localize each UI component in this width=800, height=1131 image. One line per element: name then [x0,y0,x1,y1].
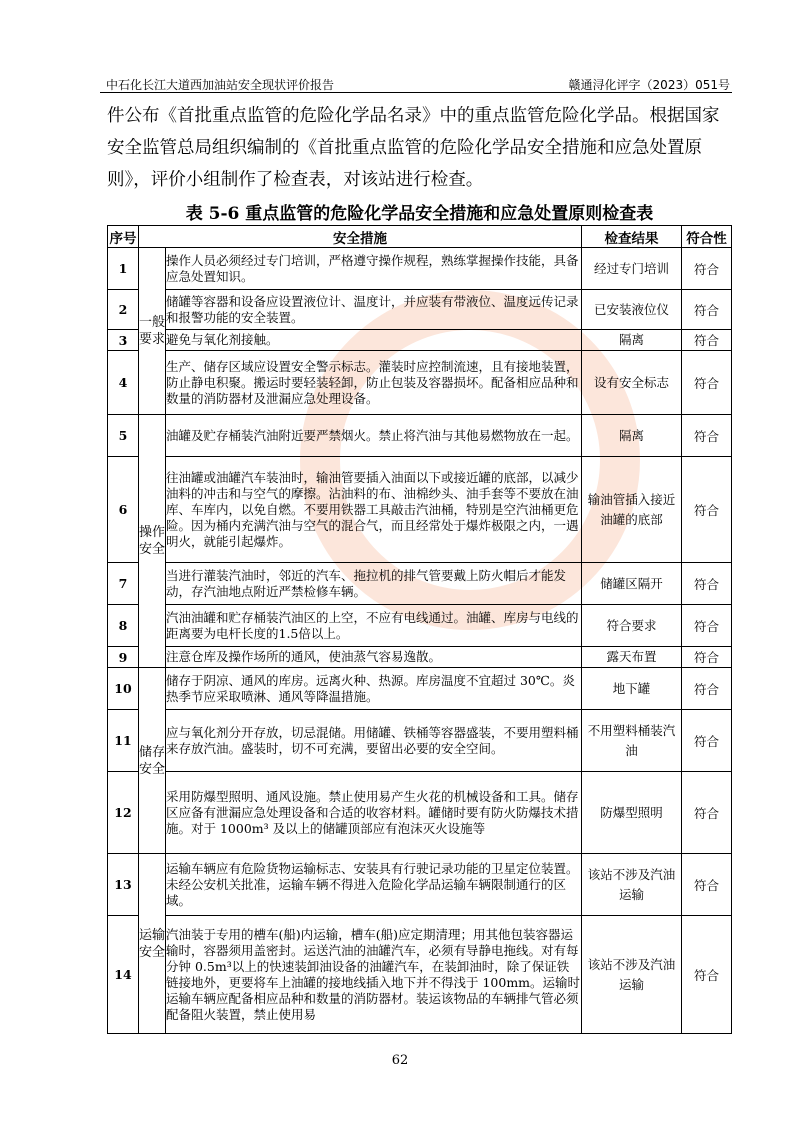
row-conformity: 符合 [682,457,732,563]
table-row [108,457,732,563]
checklist-table [107,225,732,1034]
table-row [108,605,732,647]
row-no: 14 [108,916,139,1034]
row-measure: 生产、储存区域应设置安全警示标志。灌装时应控制流速，且有接地装置，防止静电积聚。搬运时要轻装轻卸，防止包装及容器损坏。配备相应品种和数量的消防器材及泄漏应急处理设备。 [166,351,582,415]
intro-paragraph: 件公布《首批重点监管的危险化学品名录》中的重点监管危险化学品。根据国家安全监管总局组织编制的《首批重点监管的危险化学品安全措施和应急处置原则》，评价小组制作了检查表，对该站进行检查。 [107,106,720,190]
category-general: 一般要求 [139,248,166,415]
row-result: 隔离 [582,330,682,351]
row-result: 经过专门培训 [582,248,682,290]
table-row [108,916,732,1034]
header-result: 检查结果 [582,226,682,248]
row-result: 隔离 [582,415,682,457]
row-measure: 操作人员必须经过专门培训，严格遵守操作规程，熟练掌握操作技能，具备应急处置知识。 [166,248,582,290]
row-conformity: 符合 [682,916,732,1034]
table-row [108,248,732,290]
row-no: 5 [108,415,139,457]
row-measure: 汽油油罐和贮存桶装汽油区的上空，不应有电线通过。油罐、库房与电线的距离要为电杆长度的1.5倍以上。 [166,605,582,647]
row-measure: 储存于阴凉、通风的库房。远离火种、热源。库房温度不宜超过 30℃。炎热季节应采取喷淋、通风等降温措施。 [166,668,582,710]
row-conformity: 符合 [682,854,732,916]
table-row [108,710,732,772]
table-row [108,351,732,415]
row-conformity: 符合 [682,647,732,668]
row-measure: 往油罐或油罐汽车装油时，输油管要插入油面以下或接近罐的底部，以减少油料的冲击和与空气的摩擦。沾油料的布、油棉纱头、油手套等不要放在油库、车库内，以免自燃。不要用铁器工具敲击汽油桶，特别是空汽油桶更危险。因为桶内充满汽油与空气的混合气，而且经常处于爆炸极限之内，一遇明火，就能引起爆炸。 [166,457,582,563]
row-measure: 当进行灌装汽油时，邻近的汽车、拖拉机的排气管要戴上防火帽后才能发动，存汽油地点附近严禁检修车辆。 [166,563,582,605]
row-result: 设有安全标志 [582,351,682,415]
row-conformity: 符合 [682,415,732,457]
page-header [100,76,730,96]
row-measure: 注意仓库及操作场所的通风，使油蒸气容易逸散。 [166,647,582,668]
row-conformity: 符合 [682,351,732,415]
row-conformity: 符合 [682,563,732,605]
row-conformity: 符合 [682,290,732,330]
row-measure: 汽油装于专用的槽车(船)内运输，槽车(船)应定期清理；用其他包装容器运输时，容器须用盖密封。运送汽油的油罐汽车，必须有导静电拖线。对有每分钟 0.5m³以上的快速装卸油设备的油罐汽车，在装卸油时，除了保证铁链接地外，更要将车上油罐的接地线插入地下并不得浅于 100mm。运输时运输车辆应配备相应品种和数量的消防器材。装运该物品的车辆排气管必须配备阻火装置，禁止使用易 [166,916,582,1034]
table-row [108,854,732,916]
row-no: 3 [108,330,139,351]
row-measure: 避免与氧化剂接触。 [166,330,582,351]
table-row [108,290,732,330]
table-row [108,330,732,351]
row-result: 露天布置 [582,647,682,668]
table-row [108,772,732,854]
row-result: 该站不涉及汽油运输 [582,854,682,916]
table-row [108,415,732,457]
header-conformity: 符合性 [682,226,732,248]
row-result: 地下罐 [582,668,682,710]
table-row [108,668,732,710]
header-report-title: 中石化长江大道西加油站安全现状评价报告 [106,78,335,92]
row-result: 防爆型照明 [582,772,682,854]
row-no: 12 [108,772,139,854]
row-conformity: 符合 [682,668,732,710]
row-no: 1 [108,248,139,290]
row-no: 7 [108,563,139,605]
row-result: 该站不涉及汽油运输 [582,916,682,1034]
page-number: 62 [391,1053,409,1068]
table-header-row [108,226,732,248]
header-measure: 安全措施 [139,226,582,248]
row-no: 11 [108,710,139,772]
table-row [108,647,732,668]
row-conformity: 符合 [682,248,732,290]
table-caption: 表 5-6 重点监管的危险化学品安全措施和应急处置原则检查表 [185,204,654,224]
row-result: 已安装液位仪 [582,290,682,330]
row-result: 储罐区隔开 [582,563,682,605]
row-result: 不用塑料桶装汽油 [582,710,682,772]
category-transport: 运输安全 [139,854,166,1034]
header-document-number: 赣通浔化评字（2023）051号 [568,78,730,92]
row-no: 8 [108,605,139,647]
row-measure: 应与氧化剂分开存放，切忌混储。用储罐、铁桶等容器盛装，不要用塑料桶来存放汽油。盛装时，切不可充满，要留出必要的安全空间。 [166,710,582,772]
row-no: 4 [108,351,139,415]
category-operation: 操作安全 [139,415,166,668]
row-measure: 采用防爆型照明、通风设施。禁止使用易产生火花的机械设备和工具。储存区应备有泄漏应急处理设备和合适的收容材料。罐储时要有防火防爆技术措施。对于 1000m³ 及以上的储罐顶部应有泡沫灭火设施等 [166,772,582,854]
row-conformity: 符合 [682,772,732,854]
row-measure: 油罐及贮存桶装汽油附近要严禁烟火。禁止将汽油与其他易燃物放在一起。 [166,415,582,457]
row-result: 符合要求 [582,605,682,647]
row-conformity: 符合 [682,710,732,772]
category-storage: 储存安全 [139,668,166,854]
row-measure: 储罐等容器和设备应设置液位计、温度计，并应装有带液位、温度远传记录和报警功能的安全装置。 [166,290,582,330]
row-conformity: 符合 [682,330,732,351]
row-no: 6 [108,457,139,563]
table-row [108,563,732,605]
row-result: 输油管插入接近油罐的底部 [582,457,682,563]
row-conformity: 符合 [682,605,732,647]
row-no: 10 [108,668,139,710]
header-divider [100,92,732,93]
row-no: 2 [108,290,139,330]
row-measure: 运输车辆应有危险货物运输标志、安装具有行驶记录功能的卫星定位装置。未经公安机关批准，运输车辆不得进入危险化学品运输车辆限制通行的区域。 [166,854,582,916]
row-no: 13 [108,854,139,916]
row-no: 9 [108,647,139,668]
header-no: 序号 [108,226,139,248]
